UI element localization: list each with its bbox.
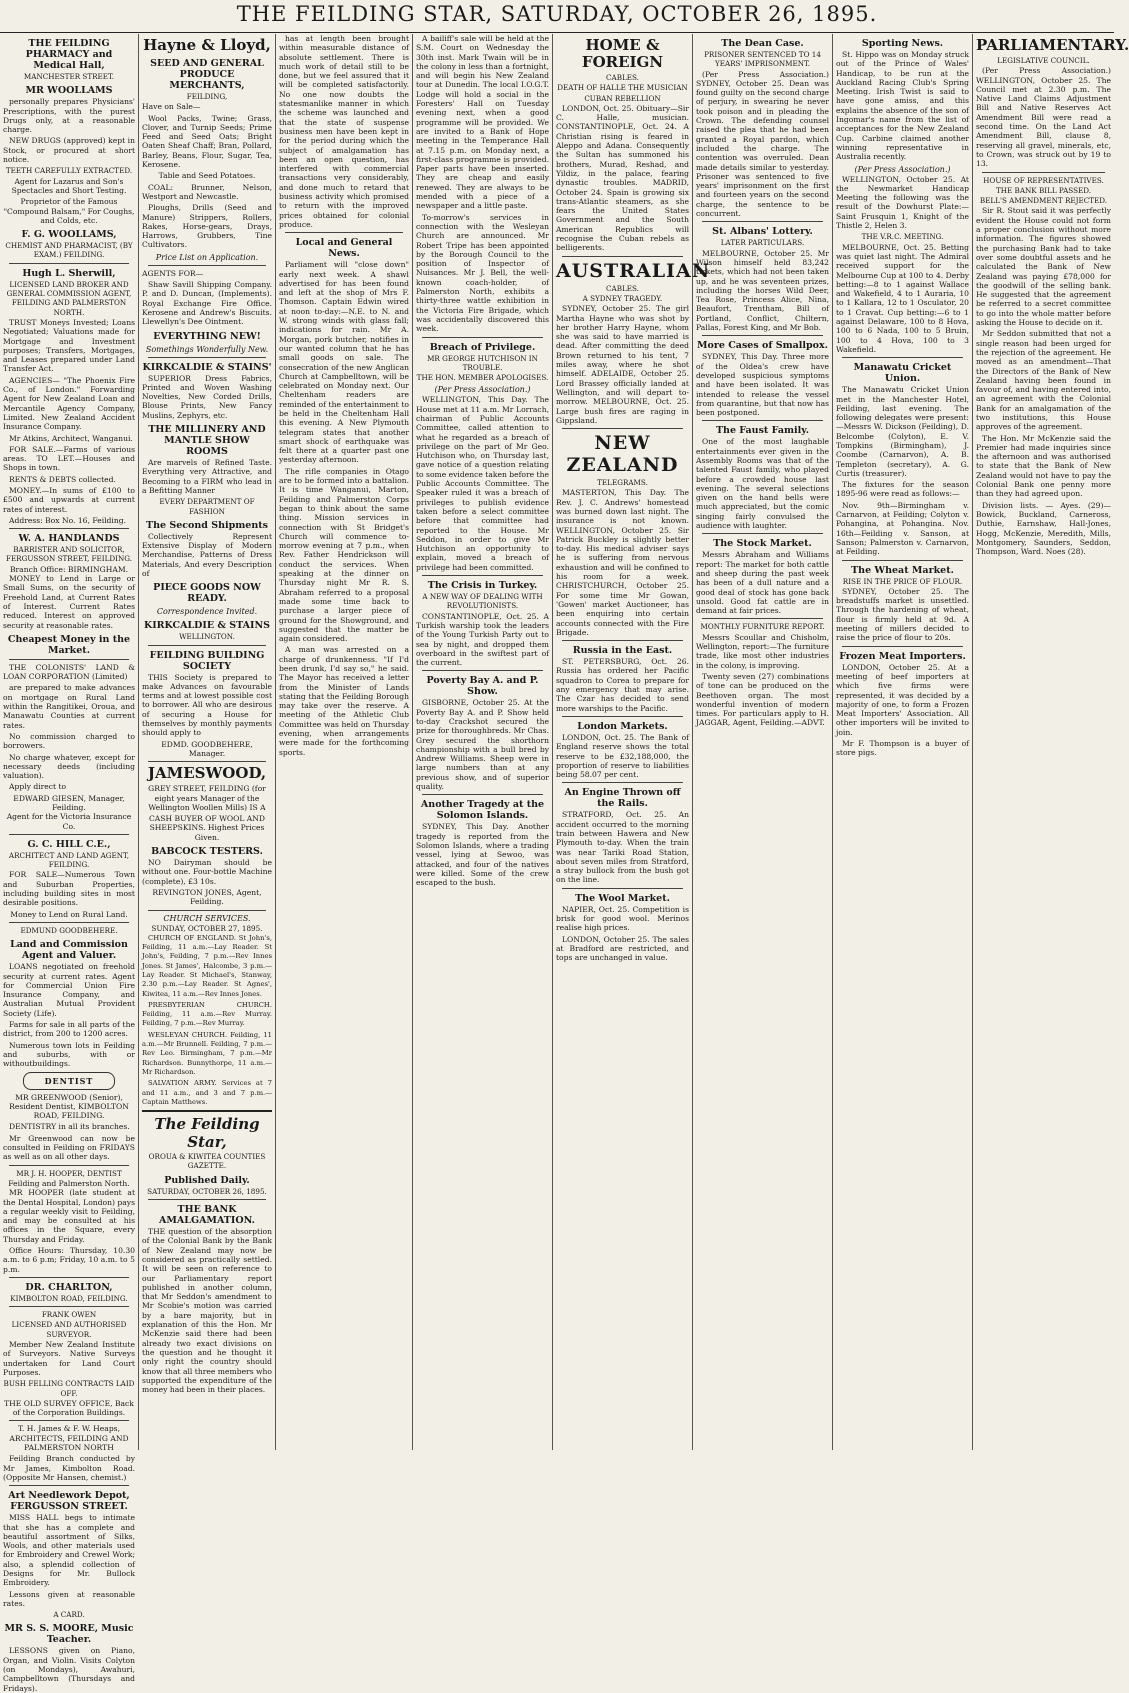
presby-text: PRESBYTERIAN CHURCH. Feilding, 11 a.m.—Rev Murray. Feilding, 7 p.m.—Rev Murray. (142, 1000, 272, 1028)
column-8 (972, 34, 1129, 1450)
stock-heading: The Stock Market. (713, 538, 812, 550)
charlton-address: KIMBOLTON ROAD, FEILDING. (10, 1293, 128, 1303)
bank-heading: THE BANK AMALGAMATION. (159, 1204, 255, 1227)
local-heading: Local and General News. (295, 237, 393, 260)
colonists-text: are prepared to make advances on mortgage on Rural Land within the Rangitikei, Oroua, and Manawatu Counties at current rates. (3, 683, 135, 730)
columns (0, 34, 1129, 1693)
frozen-text: LONDON, October 25. At a meeting of beef importers at which five firms were represented, it was decided by a majority of one, to form a Frozen Meat Importers' Association. All other importers will be invited to join. (836, 662, 969, 737)
bell-heading: BELL'S AMENDMENT REJECTED. (979, 196, 1108, 206)
privilege-heading: Breach of Privilege. (429, 341, 536, 353)
aus-text: SYDNEY, October 25. The girl Martha Hayne who was shot by her brother Harry Hayne, whom she was said to have married is dead. After committing the deed Brown returned to his tent, 7 miles away, where he shot himself. ADELAIDE, October 25. Lord Brassey officially landed at Wellington, and will depart to-morrow. MELBOURNE, Oct. 25. Large bush fires are raging in Gippsland. (556, 304, 689, 425)
home-foreign: HOME & FOREIGN (581, 36, 664, 71)
cricket-heading: Manawatu Cricket Union. (853, 362, 952, 385)
society-heading: FEILDING BUILDING SOCIETY (149, 649, 265, 672)
privilege-sub: MR GEORGE HUTCHISON IN TROUBLE. (427, 353, 538, 372)
wesleyan-text: WESLEYAN CHURCH. Feilding, 11 a.m.—Mr Brunnell. Feilding, 7 p.m.—Rev Leo. Birmingham, 7 p.m.—Mr Richardson. Bunnythorpe, 11 a.m.—Mr Richardson. (142, 1030, 272, 1076)
every-department: EVERY DEPARTMENT OF FASHION (159, 497, 255, 516)
column-3 (275, 34, 412, 1450)
faust-heading: The Faust Family. (715, 425, 810, 437)
smallpox-text: SYDNEY, This Day. Three more of the Oldea's crew have developed suspicious symptoms and have been isolated. It was intended to release the vessel from quarantine, but that now has been postponed. (696, 352, 829, 418)
nocharge-text: No charge whatever, except for necessary deeds (including valuation). (3, 752, 135, 781)
home-cables: CABLES. (606, 73, 639, 82)
pick-text2: To-morrow's services in connection with the Wesleyan Church are announced. Mr Robert Tripe has been appointed by the Borough Council to the position of Inspector of Nuisances. Mr J. Bell, the well-known coach-holder, of Palmerston North, exhibits a thirty-three wattle exhibition in the Victoria Fire Brigade, which was accidentally discovered this week. (416, 212, 549, 334)
crisis-heading: The Crisis in Turkey. (427, 580, 538, 592)
millinery-text: Are marvels of Refined Taste. Everything very Attractive, and Becoming to a FIRM who lead in a Befitting Manner (142, 458, 272, 495)
kirkcaldie-wellington: WELLINGTON. (179, 632, 235, 642)
hayne-feilding: FEILDING, (186, 92, 228, 101)
teeth-text: TEETH CAREFULLY EXTRACTED. (5, 166, 133, 176)
published-daily: Published Daily. (164, 1174, 250, 1186)
star-title: The Feilding Star, (154, 1115, 260, 1152)
correspondence: Correspondence Invited. (156, 607, 258, 617)
stock-text: Messrs Abraham and Williams report: The market for both cattle and sheep during the past week has been of a dull nature and a good deal of stock has gone back unsold. Good fat cattle are in demand at fair prices. (696, 550, 829, 616)
kirkcaldie-text: SUPERIOR Dress Fabrics, Printed and Woven Washing Novelties, New Corded Drills, Blouse Prints, New Fancy Muslins, Zephyrs, etc. (142, 373, 272, 420)
hall-text: MISS HALL begs to intimate that she has a complete and beautiful assortment of Silks, Wools, and other materials used for Embroidery and Crewel Work; also, a splendid collection of Designs for Mr. Bullock Embroidery. (3, 1513, 135, 1588)
moore-name: MR S. S. MOORE, Music Teacher. (4, 1623, 134, 1646)
stalbans-text: MELBOURNE, October 25. Mr Wilson himself held 83,242 tickets, which had not been taken up, and he was seventeen prizes, including the horses Wild Deer, Tea Rose, Princess Alice, Nina, Beaufort, Trentham, Bill of Portland, Conflict, Chiltern, Pallas, Forest King, and Mr Bob. (696, 248, 829, 333)
jameswood-name: JAMESWOOD, (147, 764, 267, 783)
nz-telegrams: TELEGRAMS. (597, 478, 648, 488)
cuban-text: LONDON, Oct. 25. Obituary—Sir C. Halle, musician. CONSTANTINOPLE, Oct. 24. A Christian rising is feared in Aleppo and Adana. Consequently the Sultan has summoned his brothers, Murad, Reshad, and Yildiz, in the palace, fearing dynastic troubles. MADRID, October 24. Spain is growing six trans-Atlantic steamers, as she fears the United States Government and the South American Republics will recognise the Cuban rebels as belligerents. (556, 103, 689, 253)
kirkcaldie2: KIRKCALDIE & STAINS (143, 620, 271, 632)
branch2-text: Feilding Branch conducted by Mr James, Kimbolton Road. (Opposite Mr Hansen, chemist.) (3, 1454, 135, 1482)
wheat-heading: The Wheat Market. (851, 564, 954, 576)
thomson-text: Mr F. Thompson is a buyer of store pigs. (836, 739, 969, 758)
hooper-name: MR J. H. HOOPER, DENTIST (16, 1168, 122, 1178)
jameswood-text: GREY STREET, FEILDING (for eight years Manager of the Wellington Woollen Mills) IS A (148, 784, 266, 812)
aus-cables: CABLES. (606, 283, 639, 293)
cheapest-money: Cheapest Money in the Market. (7, 633, 131, 656)
kirkcaldie-heading: KIRKCALDIE & STAINS' (142, 361, 272, 373)
fixtures-intro: The fixtures for the season 1895-96 were read as follows:— (836, 480, 969, 499)
monthly-text: Messrs Scoullar and Chisholm, Wellington, report:—The furniture trade, like most other industries in the colony, is improving. (696, 632, 829, 670)
dean-sub: PRISONER SENTENCED TO 14 YEARS' IMPRISONMENT. (704, 50, 821, 69)
division-text: Division lists. — Ayes. (29)—Bowick, Buckland, Carneross, Duthie, Earnshaw, Hall-Jones, Hogg, McKenzie, Meredith, Mills, Montgomery, Saunders, Seddon, Thompson, Ward. Noes (28). (976, 500, 1111, 557)
victoria-agent: Agent for the Victoria Insurance Co. (6, 812, 132, 831)
card-text: A CARD. (53, 1610, 85, 1620)
column-1 (0, 34, 138, 1693)
leader-text: has at length been brought within measurable distance of absolute settlement. There is much work of detail still to be done, but we feel assured that it will be completed satisfactorily. No one now doubts the statesmanlike manner in which the scheme was launched and that the state of suspense business men have been kept in for the period during which the subject of amalgamation has been an open question, has interfered with commercial transactions very considerably, and done much to retard that business activity which promised to return with the improved prices obtained for colonial produce. (279, 34, 409, 229)
wool-heading: The Wool Market. (575, 892, 670, 904)
russia-text: ST. PETERSBURG, Oct. 26. Russia has ordered her Pacific squadron to Corea to prepare for any emergency that may arise. The Czar has decided to send more warships to the Pacific. (556, 657, 689, 713)
farms-text: Farms for sale in all parts of the district, from 200 to 1200 acres. (3, 1020, 135, 1039)
salvation-text: SALVATION ARMY. Services at 7 and 11 a.m., and 3 and 7 p.m.—Captain Matthews. (142, 1079, 272, 1106)
bush-text: BUSH FELLING CONTRACTS LAID OFF. (3, 1379, 135, 1398)
death-halle: DEATH OF HALLE THE MUSICIAN (557, 83, 688, 93)
moore-text: LESSONS given on Piano, Organ, and Violin. Visits Colyton (on Mondays), Awahuri, Campbelltown (Thursdays and Fridays). (3, 1646, 135, 1693)
bankbill-heading: THE BANK BILL PASSED. (995, 185, 1092, 195)
fixtures-text: Nov. 9th—Birmingham v. Carnarvon, at Feilding; Colyton v. Pohangina, at Pohangina. Nov. 16th—Feilding v. Sanson, at Sanson; Palmerston v. Carnarvon, at Feilding. (836, 500, 969, 557)
pharmacy-address: MANCHESTER STREET. (23, 72, 115, 81)
council-text: (Per Press Association.) WELLINGTON, October 25. The Council met at 2.30 p.m. The Native Land Claims Adjustment Bill and Native Reserves Act Amendment Bill were read a second time. On the Land Act Amendment Bill, clause 8, reserving all gravel, minerals, etc, to Crown, was struck out by 19 to 13. (976, 66, 1111, 169)
church-heading: CHURCH SERVICES. (163, 913, 251, 923)
dentistry-text: DENTISTRY in all its branches. (9, 1122, 130, 1132)
later-particulars: LATER PARTICULARS. (720, 238, 805, 248)
sunday-date: SUNDAY, OCTOBER 27, 1895. (151, 923, 263, 933)
smallpox-heading: More Cases of Smallpox. (697, 340, 828, 352)
masthead (0, 2, 1114, 33)
faust-text: One of the most laughable entertainments ever given in the Assembly Rooms was that of the talented Faust family, who played before a crowded house last evening. The several selections given on the hand bells were much appreciated, but the comic singing fairly convulsed the audience with laughter. (696, 437, 829, 531)
column-7 (832, 34, 972, 1450)
star-subtitle: OROUA & KIWITEA COUNTIES GAZETTE. (148, 1152, 266, 1171)
something-new: Somethings Wonderfully New. (145, 344, 269, 354)
monthly-heading: MONTHLY FURNITURE REPORT. (700, 622, 825, 632)
engine-text: STRATFORD, Oct. 25. An accident occurred to the morning train between Hawera and New Plymouth to-day. When the train was near Tariki Road Station, about seven miles from Stratford, a stray bullock from the bush got on the line. (556, 810, 689, 885)
box-text: Address: Box No. 16, Feilding. (9, 515, 127, 525)
column-6 (692, 34, 832, 1450)
second-text: Collectively Represent Extensive Display of Modern Merchandise, Patterns of Dress Materials, And every Description of (142, 531, 272, 578)
james-text: T. H. James & F. W. Heaps, ARCHITECTS, FEILDING AND PALMERSTON NORTH (9, 1424, 129, 1453)
price-list: Price List on Application. (155, 252, 259, 262)
landcomm-heading: Land and Commission Agent and Valuer. (10, 939, 128, 962)
mckenzie-text: The Hon. Mr McKenzie said the Premier had made inquiries since the afternoon and was authorised to state that the Bank of New Zealand would not have to pay the Colonial Bank one penny more than they had agreed upon. (976, 433, 1111, 499)
council-heading: LEGISLATIVE COUNCIL. (997, 56, 1090, 65)
wheat-sub: RISE IN THE PRICE OF FLOUR. (842, 576, 963, 586)
gtg-text: A man was arrested on a charge of drunkenness. "If I'd been drunk, I'd say so," he said. The Mayor has received a letter from the Minister of Lands stating that the Feilding Borough may take over the reserve. A meeting of the Athletic Club Committee was held on Thursday evening, when arrangements were made for the forthcoming sports. (279, 645, 409, 757)
tragedy-text: SYDNEY, This Day. Another tragedy is reported from the Solomon Islands, where a trading vessel, lying at Sewoo, was attacked, and four of the natives were killed. Some of the crew escaped to the bush. (416, 822, 549, 888)
dentist-logo: DENTIST (23, 1072, 115, 1090)
babcock-heading: BABCOCK TESTERS. (151, 846, 263, 858)
hours-text: Office Hours: Thursday, 10.30 a.m. to 6 p.m; Friday, 10 a.m. to 5 p.m. (3, 1245, 135, 1274)
cash-buyer: CASH BUYER OF WOOL AND SHEEPSKINS. Highest Prices Given. (148, 814, 266, 842)
greenwood-text: MR GREENWOOD (Senior), Resident Dentist, KIMBOLTON ROAD, FEILDING. (9, 1092, 129, 1121)
sherwill-role: LICENSED LAND BROKER AND GENERAL COMMISSION AGENT, FEILDING AND PALMERSTON NORTH. (6, 279, 132, 317)
engine-heading: An Engine Thrown off the Rails. (564, 787, 681, 810)
agencies-text: AGENCIES— "The Phoenix Fire Co., of London." Forwarding Agent for New Zealand Loan and Mercantile Agency Company, Limited. New Zealand Accident Insurance Company. (3, 375, 135, 432)
apology: THE HON. MEMBER APOLOGISES. (416, 373, 549, 383)
revington-text: REVINGTON JONES, Agent, Feilding. (152, 887, 262, 907)
money-text: MONEY.—In sums of £100 to £500 and upwards at current rates of interest. (3, 485, 135, 514)
home-furn-text: LONDON, October 25. The sales at Bradford are restricted, and tops are unchanged in value. (556, 934, 689, 963)
poverty-heading: Poverty Bay A. and P. Show. (426, 675, 539, 698)
masthead-title: THE FEILDING STAR, SATURDAY, OCTOBER 26, 1895. (236, 2, 878, 26)
giesen-text: EDWARD GIESEN, Manager, Feilding. (13, 793, 125, 812)
bank-text: THE question of the absorption of the Colonial Bank by the Bank of New Zealand may now be considered as practically settled. It will be seen on reference to our Parliamentary report published in another column, that Mr Seddon's amendment to Mr Scobie's motion was carried by a bare majority, but in explanation of this the Hon. Mr McKenzie said there had been already two exact divisions on the question and he thought it only right the country should know that all three members who supported the expenditure of the money had been in their places. (142, 1227, 272, 1395)
column-5 (552, 34, 711, 1450)
forsale-text: FOR SALE.—Farms of various areas. TO LET.—Houses and Shops in town. (3, 444, 135, 473)
stalbans-heading: St. Albans' Lottery. (712, 226, 813, 238)
australian-heading: AUSTRALIAN (556, 259, 711, 282)
agent-text: Agent for Lazarus and Son's Spectacles and Short Testing. (11, 176, 127, 195)
drugs-text: NEW DRUGS (approved) kept in Stock, or procured at short notice. (3, 136, 135, 165)
apply-text: Apply direct to (9, 782, 67, 792)
crisis-text: CONSTANTINOPLE, Oct. 25. A Turkish warship took the leaders of the Young Turkish Party out to sea by night, and dropped them overboard in the swiftest part of the current. (416, 611, 549, 668)
hooper-text: MR HOOPER (late student at the Dental Hospital, London) pays a regular weekly visit to Feilding, and may be consulted at his offices in the Square, every Thursday and Friday. (3, 1188, 135, 1244)
sporting-text: St. Hippo was on Monday struck out of the Prince of Wales' Handicap, to be run at the Auckland Racing Club's Spring Meeting. Irish Twist is said to have gone amiss, and this explains the absence of the son of Ingomar's name from the list of acceptances for the New Zealand Cup. Carbine claimed another winning representative in Australia recently. (836, 50, 969, 162)
lessons-text: Lessons given at reasonable rates. (3, 1589, 135, 1608)
local-text: Parliament will "close down" early next week. A shawl advertised for has been found and left at the shop of Mrs F. Thomson. Captain Edwin wired at noon to-day:—N.E. to N. and W. strong winds with glass fall; indications for rain. Mr A. Morgan, pork butcher, notifies in our wanted column that he has small goods on sale. The consecration of the new Anglican Church at Campbelltown, will be celebrated on Monday next. Our Cheltenham readers are reminded of the entertainment to be held in the Cheltenham Hall this evening. A New Plymouth telegram states that another smart shock of earthquake was felt there at a quarter past one yesterday afternoon. (279, 260, 409, 465)
column-2 (138, 34, 275, 1450)
rents-text: RENTS & DEBTS collected. (9, 474, 116, 484)
seddon-text: Mr Seddon submitted that not a single reason had been urged for the rejection of the agreement. He moved as an amendment—That the Directors of the Bank of New Zealand having been found in favour of, and having entered into, an agreement with the Colonial Bank for an amalgamation of the two institutions, this House approves of the agreement. (976, 329, 1111, 432)
seed-merchants: SEED AND GENERAL PRODUCE MERCHANTS, (150, 58, 264, 91)
atkins-text: Mr Atkins, Architect, Wanganui. (9, 433, 133, 443)
nz-text: MASTERTON, This Day. The Rev. J. C. Andrews' homestead was burned down last night. The insurance is not known. WELLINGTON, October 25. Sir Patrick Buckley is slightly better to-day. His medical adviser says he is suffering from nervous exhaustion and will be confined to his room for a week. CHRISTCHURCH, October 25. For some time Mr Gowan, 'Gowen' market Auctioneer, has been enquiring into certain accounts connected with the Fire Brigade. (556, 488, 689, 637)
house-text: Sir R. Stout said it was perfectly evident the House could not form a proper conclusion without more information. The figures showed the purchasing Bank had to take over some doubtful assets and he calculated the Bank of New Zealand was paying £78,000 for the goodwill of the selling bank. He suggested that the agreement be referred to a secret committee to go into the whole matter before asking the House to decide on it. (976, 206, 1111, 328)
sherwill-name: Hugh L. Sherwill, (22, 267, 116, 279)
oldsurvey-text: THE OLD SURVEY OFFICE, Back of the Corporation Buildings. (4, 1398, 134, 1418)
church-text: CHURCH OF ENGLAND. St John's, Feilding, 11 a.m.—Lay Reader. St John's, Feilding, 7 p.m.—Rev Innes Jones. St James', Halcombe, 3 p.m.—Lay Reader. St Michael's, Stanway, 2.30 p.m.—Lay Reader. St Agnes', Kiwitea, 11 a.m.—Rev Innes Jones. (142, 933, 272, 998)
newmarket-text: WELLINGTON, October 25. At the Newmarket Handicap Meeting the following was the result of the Dowhurst Plate:—Saint Frusquin 1, Knight of the Thistle 2, Helen 3. (836, 174, 969, 231)
tragedy-heading: Another Tragedy at the Solomon Islands. (420, 799, 545, 822)
hooper-role: Feilding and Palmerston North. (8, 1178, 130, 1188)
sherwill-text: TRUST Moneys Invested; Loans Negotiated; Valuations made for Mortgage and Investment purposes; Transfers, Mortgages, and Leases prepared under Land Transfer Act. (3, 317, 135, 374)
loans-text: LOANS negotiated on freehold security at current rates. Agent for Commercial Union Fire Insurance Company, and Australian Mutual Provident Society (Life). (3, 962, 135, 1018)
sections-text: Numerous town lots in Feilding and suburbs, with or withoutbuildings. (3, 1040, 135, 1069)
colonists-heading: THE COLONISTS' LAND & LOAN CORPORATION (Limited) (3, 662, 135, 682)
wool-text: NAPIER, Oct. 25. Competition is brisk for good wool. Merinos realise high prices. (556, 904, 689, 933)
table-text: Table and Seed Potatoes. (158, 171, 256, 181)
money2-text: MONEY to Lend in Large or Small Sums, on the security of Freehold Land, at Current Rates of Interest. Current Rates reduced. Interest on approved security at reasonable rates. (3, 574, 135, 630)
cricket-text: The Manawatu Cricket Union met in the Manchester Hotel, Feilding, last evening. The following delegates were present:—Messrs W. Dickson (Feilding), D. Belcombe (Colyton), E. V. Tompkins (Birmingham), J. Coombe (Carnarvon), A. B. Templeton (secretary), A. G. Curtis (treasurer). (836, 385, 969, 478)
sydney-tragedy: A SYDNEY TRAGEDY. (582, 293, 663, 303)
nocommission-text: No commission charged to borrowers. (3, 731, 135, 751)
pharmacy-heading: THE FEILDING PHARMACY and Medical Hall, (25, 38, 113, 71)
rural-text: Money to Lend on Rural Land. (10, 909, 128, 919)
sale-heading: Have on Sale— (142, 102, 201, 112)
hayne-lloyd: Hayne & Lloyd, (143, 36, 271, 54)
proprietor-text: Proprietor of the Famous "Compound Balsam," For Coughs, and Colds, etc. (3, 197, 135, 225)
piece-goods: PIECE GOODS NOW READY. (153, 582, 261, 605)
needlework-heading: Art Needlework Depot, FERGUSSON STREET. (8, 1490, 130, 1513)
hill-role: ARCHITECT AND LAND AGENT, FEILDING. (8, 850, 130, 870)
nz-heading: NEW ZEALAND (566, 432, 679, 477)
handlands-name: W. A. HANDLANDS (18, 533, 120, 545)
agents-heading: AGENTS FOR— (142, 268, 204, 278)
second-shipments: The Second Shipments (146, 519, 268, 531)
owen-name: FRANK OWEN (41, 1310, 97, 1320)
society-text: THIS Society is prepared to make Advances on favourable terms and at lowest possible cost to borrower. All who are desirous of securing a House for themselves by monthly payments should apply to (142, 672, 272, 738)
london-text: LONDON, Oct. 25. The Bank of England reserve shows the total reserve to be £32,188,000, the proportion of reserve to liabilities being 58.07 per cent. (556, 732, 689, 780)
coal-text: COAL: Brunner, Nelson, Westport and Newcastle. (142, 182, 272, 201)
dean-text: (Per Press Association.) SYDNEY, October 25. Dean was found guilty on the second charge of perjury, in swearing he never took poison and in pleading the Crown. The defending counsel raised the plea that he had been granted a Royal pardon, which included the charge. The contention was overruled. Dean made details similar to yesterday. Prisoner was sentenced to five years' imprisonment on the first and fourteen years on the second charge, the sentence to be concurrent. (696, 69, 829, 219)
plough-text: Ploughs, Drills (Seed and Manure) Strippers, Rollers, Rakes, Horse-gears, Drays, Harrows, Grubbers, Tine Cultivators. (142, 203, 272, 250)
hill-name: G. C. HILL C.E., (27, 838, 111, 850)
dairyman-text: NO Dairyman should be without one. Four-bottle Machine (complete), £3 10s. (142, 858, 272, 886)
wheat-text: SYDNEY, October 25. The breadstuffs market is unsettled. Through the hardening of wheat, flour is firmly held at 9d. A meeting of millers decided to raise the price of flour to 20s. (836, 586, 969, 643)
london-heading: London Markets. (577, 720, 668, 732)
sporting-assoc: (Per Press Association.) (854, 164, 951, 174)
owen-text: Member New Zealand Institute of Surveyors. Native Surveys undertaken for Land Court Purposes. (3, 1340, 135, 1377)
frozen-heading: Frozen Meat Importers. (839, 650, 966, 662)
column-4 (412, 34, 552, 1450)
hill-text: FOR SALE—Numerous Town and Suburban Properties, including building sites in most desirable positions. (3, 870, 135, 908)
fg-woollams: F. G. WOOLLAMS, (21, 229, 117, 241)
russia-heading: Russia in the East. (572, 645, 673, 657)
cuban-rebellion: CUBAN REBELLION (584, 93, 661, 103)
charlton-name: DR. CHARLTON, (25, 1281, 113, 1293)
agents-text: Shaw Savill Shipping Company. P. and D. Duncan, (Implements). Royal Exchange Fire Office. Kerosene and Andrew's Biscuits. Llewellyn's Dee Ointment. (142, 280, 272, 327)
house-heading: HOUSE OF REPRESENTATIVES. (983, 175, 1104, 185)
goodbehere-name: EDMUND GOODBEHERE. (20, 925, 118, 935)
handlands-role: BARRISTER AND SOLICITOR, FERGUSSON STREET, FEILDING. (5, 545, 133, 564)
crisis-sub: A NEW WAY OF DEALING WITH REVOLUTIONISTS. (422, 592, 543, 611)
everything-new: EVERYTHING NEW! (153, 330, 261, 342)
sporting-heading: Sporting News. (861, 38, 944, 49)
vrc-text: MELBOURNE, Oct. 25. Betting was quiet last night. The Admiral received support for the Melbourne Cup at 100 to 4. Derby betting:—8 to 1 against Wallace and Wakefield, 4 to 1 Auraria, 10 to 1 Kallara, 12 to 1 Osculator, 20 to 1 Cravat. Cup betting:—6 to 1 against Delaware, 100 to 8 Hova, 100 to 6 Nada, 100 to 5 Bruin, 100 to 4 Hova, 100 to 3 Wakefield. (836, 242, 969, 354)
woollams-name: MR WOOLLAMS (25, 85, 113, 97)
dean-heading: The Dean Case. (721, 38, 804, 49)
society-manager: EDMD. GOODBEHERE, Manager. (161, 739, 253, 758)
combo-text: Twenty seven (27) combinations of tone can be produced on the Beethoven organ. The most wonderful invention of modern times. For particulars apply to H. JAGGAR, Agent, Feilding.—ADVT. (696, 671, 829, 728)
branch-office: Branch Office: BIRMINGHAM. (9, 564, 129, 574)
vrc-heading: THE V.R.C. MEETING. (861, 232, 944, 242)
issue-date: SATURDAY, OCTOBER 26, 1895. (147, 1186, 267, 1196)
parliamentary-heading: PARLIAMENTARY. (976, 36, 1129, 54)
more-text: The rifle companies in Otago are to be formed into a battalion. It is time Wanganui, Marton, Feilding and Palmerston Corps began to think about the same thing. Mission services in connection with St Bridget's Church will commence to-morrow evening at 7 p.m., when Rev. Father Hendrickson will conduct the services. When speaking at the dinner on Thursday night Mr R. S. Abraham referred to a proposal made some time back to purchase a larger piece of ground for the Showground, and suggested that the matter be again considered. (279, 466, 409, 644)
millinery-heading: THE MILLINERY AND MANTLE SHOW ROOMS (148, 424, 266, 458)
pick-text: A bailiff's sale will be held at the S.M. Court on Wednesday the 30th inst. Mark Twain will be in the colony in less than a fortnight, and will begin his New Zealand tour at Dunedin. The local I.O.G.T. Lodge will hold a social in the Foresters' Hall on Tuesday evening next, when a good programme will be provided. We are invited to a Bank of Hope meeting in the Temperance Hall at 7.15 p.m. on Monday next, a first-class programme is provided. Paper parts have been inserted. They are cheap and easily renewed. They are always to be mended with a piece of a newspaper and a little paste. (416, 34, 549, 211)
poverty-text: GISBORNE, October 25. At the Poverty Bay A. and P. Show held to-day Crackshot secured the prize for thoroughbreds. Mr Chas. Grey secured the shorthorn championship with a bull bred by Andrew Williams. Sheep were in large numbers than at any previous show, and of superior quality. (416, 698, 549, 792)
privilege-assoc: (Per Press Association.) (434, 385, 531, 395)
fg-role: CHEMIST AND PHARMACIST, (BY EXAM.) FEILDING. (5, 241, 133, 260)
sale-text: Wool Packs, Twine; Grass, Clover, and Turnip Seeds; Prime Feed and Seed Oats; Bright Oaten Sheaf Chaff; Bran, Pollard, Barley, Beans, Flour, Sugar, Tea, Kerosene. (142, 113, 272, 170)
owen-role: LICENSED AND AUTHORISED SURVEYOR. (11, 1320, 127, 1339)
woollams-text: personally prepares Physicians' Prescriptions, with the purest Drugs only, at a reasonable charge. (3, 97, 135, 135)
privilege-text: WELLINGTON, This Day. The House met at 11 a.m. Mr Lorrach, chairman of Public Accounts Committee, called attention to what he regarded as a breach of privilege on the part of Mr Geo. Hutchison who, on Thursday last, gave notice of a question relating to some evidence taken before the Public Accounts Committee. The Speaker ruled it was a breach of privileges to publish evidence taken before a select committee before that committee had reported to the House. Mr Seddon, in order to give Mr Hutchison an opportunity to explain, moved a breach of privilege had been committed. (416, 395, 549, 572)
consult-text: Mr Greenwood can now be consulted in Feilding on FRIDAYS as well as on all other days. (3, 1133, 135, 1162)
